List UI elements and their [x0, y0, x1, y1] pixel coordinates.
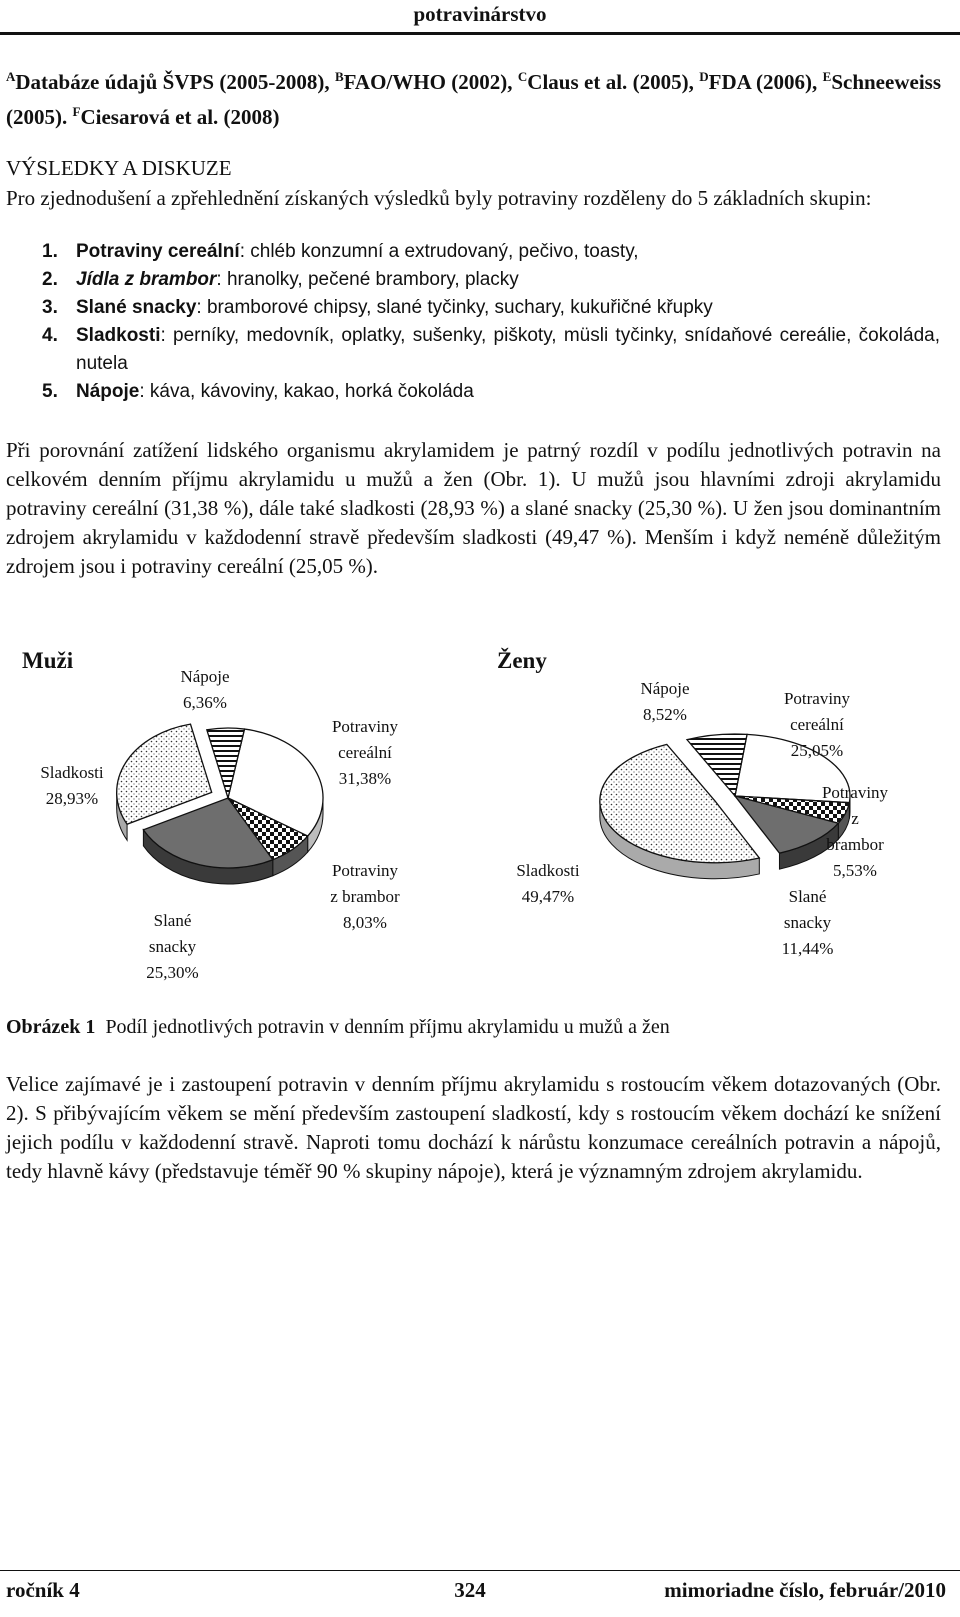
group-desc: : chléb konzumní a extrudovaný, pečivo, toasty, [239, 241, 639, 262]
label-line: 6,36% [183, 693, 227, 712]
label-line: Potraviny [331, 717, 399, 736]
ref-text: Databáze údajů ŠVPS (2005-2008), [15, 70, 335, 94]
label-men-brambor [310, 858, 420, 936]
ref-text: FDA (2006), [708, 70, 823, 94]
footer-rule [0, 1570, 960, 1571]
label-line: Slané [788, 887, 827, 906]
list-number: 2. [42, 269, 58, 290]
footer-page-number: 324 [454, 1578, 486, 1602]
references [6, 62, 941, 132]
ref-sup: E [822, 69, 832, 84]
ref-sup: C [517, 69, 528, 84]
age-paragraph: Velice zajímavé je i zastoupení potravin v denním příjmu akrylamidu s rostoucím věkem dotazovaných (Obr. 2). S přibývajícím věkem se mění především zastoupení sladkostí, kdy s rostoucím věkem dochází ke snížení jejich podílu v každodenní stravě. Naproti tomu dochází k nárůstu konzumace cereálních potravin a nápojů, tedy hlavně kávy (představuje téměř 90 % skupiny nápoje), která je významným zdrojem akrylamidu. [6, 1072, 941, 1183]
label-line: Nápoje [180, 667, 230, 686]
ref-text: Claus et al. (2005), [527, 70, 700, 94]
chart-title-women: Ženy [497, 648, 547, 673]
ref-text: FAO/WHO (2002), [343, 70, 518, 94]
label-men-snacky [125, 908, 220, 986]
label-women-brambor [800, 780, 910, 884]
food-groups-list [42, 238, 940, 406]
ref-text: Schneeweiss (2005). [6, 70, 941, 129]
label-line: Nápoje [640, 679, 690, 698]
list-number: 5. [42, 381, 58, 402]
label-line: 31,38% [338, 769, 392, 788]
label-line: snacky [148, 937, 197, 956]
group-desc: : hranolky, pečené brambory, placky [216, 269, 519, 290]
list-item [42, 378, 940, 406]
journal-header: potravinárstvo [413, 2, 547, 26]
group-name: Slané snacky [76, 297, 197, 318]
figure-1 [0, 630, 960, 1010]
header-rule [0, 32, 960, 35]
list-number: 4. [42, 325, 58, 346]
label-line: 11,44% [781, 939, 834, 958]
ref-sup: D [699, 69, 709, 84]
group-desc: : bramborové chipsy, slané tyčinky, suchary, kukuřičné křupky [196, 297, 713, 318]
intro-paragraph: Pro zjednodušení a zpřehlednění získaných výsledků byly potraviny rozděleny do 5 základních skupin: [6, 186, 872, 210]
label-line: 8,52% [643, 705, 687, 724]
group-name: Sladkosti [76, 325, 161, 346]
label-line: 8,03% [343, 913, 387, 932]
label-women-napoje [620, 676, 710, 728]
label-men-napoje [160, 664, 250, 716]
label-women-sladkosti [498, 858, 598, 910]
label-line: Potraviny [783, 689, 851, 708]
label-line: z [851, 809, 859, 828]
label-line: cereální [790, 715, 844, 734]
label-line: 49,47% [521, 887, 575, 906]
label-women-snacky [760, 884, 855, 962]
footer-issue: mimoriadne číslo, február/2010 [664, 1578, 946, 1602]
label-line: 25,05% [790, 741, 844, 760]
label-line: 5,53% [833, 861, 877, 880]
list-item [42, 238, 940, 266]
section-title: VÝSLEDKY A DISKUZE [6, 156, 232, 180]
ref-text: Ciesarová et al. (2008) [80, 105, 280, 129]
ref-sup: F [72, 104, 81, 119]
figure-caption [6, 1016, 670, 1039]
label-line: Potraviny [331, 861, 399, 880]
group-name: Potraviny cereální [76, 241, 240, 262]
ref-sup: A [6, 69, 16, 84]
label-line: Slané [153, 911, 192, 930]
label-line: 25,30% [146, 963, 199, 982]
group-desc: : káva, kávoviny, kakao, horká čokoláda [139, 381, 474, 402]
label-line: Sladkosti [40, 763, 104, 782]
label-line: 28,93% [45, 789, 99, 808]
label-men-cerealni [310, 714, 420, 792]
label-line: z brambor [330, 887, 400, 906]
label-line: snacky [783, 913, 832, 932]
chart-title-men: Muži [22, 648, 74, 673]
results-paragraph: Při porovnání zatížení lidského organismu akrylamidem je patrný rozdíl v podílu jednotlivých potravin na celkovém denním příjmu akrylamidu u mužů a žen (Obr. 1). U mužů jsou hlavními zdroji akrylamidu potraviny cereální (31,38 %), dále také sladkosti (28,93 %) a slané snacky (25,30 %). U žen jsou dominantním zdrojem akrylamidu v každodenní stravě především sladkosti (49,47 %). Menším i když neméně důležitým zdrojem jsou i potraviny cereální (25,05 %). [6, 438, 941, 578]
list-number: 3. [42, 297, 58, 318]
label-men-sladkosti [22, 760, 122, 812]
footer-volume: ročník 4 [6, 1578, 80, 1602]
list-number: 1. [42, 241, 58, 262]
caption-text: Podíl jednotlivých potravin v denním příjmu akrylamidu u mužů a žen [105, 1016, 670, 1038]
list-item [42, 294, 940, 322]
group-name: Nápoje [76, 381, 140, 402]
label-line: brambor [826, 835, 884, 854]
label-line: Potraviny [821, 783, 889, 802]
label-women-cerealni [762, 686, 872, 764]
group-name: Jídla z brambor [76, 269, 217, 290]
group-desc: : perníky, medovník, oplatky, sušenky, piškoty, müsli tyčinky, snídaňové cereálie, čokoláda, nutela [76, 325, 940, 374]
list-item [42, 266, 940, 294]
caption-label: Obrázek 1 [6, 1016, 96, 1038]
label-line: cereální [338, 743, 392, 762]
label-line: Sladkosti [516, 861, 580, 880]
list-item [42, 322, 940, 378]
ref-sup: B [334, 69, 344, 84]
